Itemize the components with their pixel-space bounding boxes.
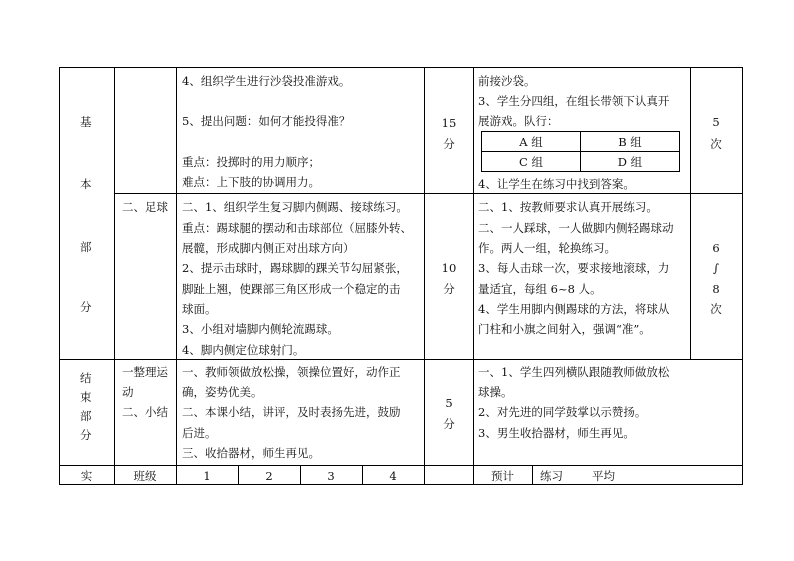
footer-practice: 练习 — [540, 469, 563, 483]
ending-content-line: 三、收拾器材，师生再见。 — [182, 446, 320, 460]
basic-side-char: 本 — [80, 177, 92, 191]
football-times-unit: 次 — [710, 302, 722, 316]
basic-side-char: 基 — [80, 115, 92, 129]
rule-section-1 — [114, 193, 742, 194]
football-content-line: 4、脚内侧定位球射门。 — [182, 343, 305, 357]
ending-item-line: 二、小结 — [122, 405, 168, 419]
ending-time-unit: 分 — [443, 417, 455, 431]
footer-class-label: 班级 — [133, 469, 157, 483]
basic-student-line: 前接沙袋。 — [478, 74, 536, 88]
group-cell: D 组 — [581, 152, 680, 172]
footer-side-label: 实 — [80, 469, 93, 483]
football-student-line: 作。两人一组，轮换练习。 — [478, 241, 616, 255]
football-content-line: 重点：踢球腿的摆动和击球部位（屈膝外转、 — [182, 221, 412, 235]
basic-student-line: 展游戏。队行： — [478, 114, 559, 128]
football-content-line: 2、提示击球时，踢球脚的踝关节勾屈紧张， — [182, 261, 408, 275]
ending-time-value: 5 — [445, 396, 453, 410]
ending-side-char: 束 — [80, 390, 92, 404]
basic-times-unit: 次 — [710, 137, 722, 151]
rule-top — [59, 67, 742, 68]
footer-number: 3 — [327, 469, 335, 483]
col-rule-2 — [176, 67, 177, 485]
ending-student-line: 2、对先进的同学鼓掌以示赞扬。 — [478, 405, 647, 419]
group-table — [481, 131, 680, 172]
basic-content-line: 难点：上下肢的协调用力。 — [182, 175, 320, 189]
football-student-line: 二、1、按教师要求认真开展练习。 — [478, 200, 658, 214]
ending-side-char: 部 — [80, 409, 92, 423]
football-student-line: 4、学生用脚内侧踢球的方法，将球从 — [478, 302, 670, 316]
group-cell: C 组 — [482, 152, 581, 172]
football-content-line: 球面。 — [182, 302, 217, 316]
football-student-line: 量适宜，每组 6~8 人。 — [478, 282, 602, 296]
footer-average: 平均 — [592, 469, 615, 483]
football-times-value: 8 — [712, 282, 720, 296]
col-rule-3 — [424, 67, 425, 485]
football-content-line: 3、小组对墙脚内侧轮流踢球。 — [182, 322, 339, 336]
basic-side-char: 分 — [80, 300, 92, 314]
basic-content-line: 重点：投掷时的用力顺序； — [182, 155, 320, 169]
ending-side-char: 结 — [80, 371, 92, 385]
footer-rule-d — [532, 465, 533, 485]
football-content-line: 脚趾上翘，使踝部三角区形成一个稳定的击 — [182, 282, 401, 296]
ending-content-line: 二、本课小结，讲评，及时表扬先进，鼓励 — [182, 405, 401, 419]
footer-estimate: 预计 — [491, 469, 514, 483]
basic-times-value: 5 — [712, 115, 720, 129]
group-cell: B 组 — [581, 132, 680, 152]
footer-number: 1 — [203, 469, 211, 483]
col-rule-5 — [690, 67, 691, 359]
rule-section-3 — [59, 465, 742, 466]
footer-number: 2 — [265, 469, 273, 483]
ending-item-line: 动 — [122, 385, 134, 399]
basic-content-line: 5、提出问题：如何才能投得准？ — [182, 114, 351, 128]
basic-content-line: 4、组织学生进行沙袋投准游戏。 — [182, 74, 351, 88]
col-rule-0 — [59, 67, 60, 485]
ending-side-char: 分 — [80, 428, 92, 442]
basic-student-line: 4、让学生在练习中找到答案。 — [478, 177, 635, 191]
football-student-line: 门柱和小旗之间射入，强调“准”。 — [478, 322, 651, 336]
col-rule-1 — [114, 67, 115, 485]
football-time-unit: 分 — [443, 282, 455, 296]
ending-student-line: 3、男生收拾器材，师生再见。 — [478, 426, 635, 440]
ending-content-line: 后进。 — [182, 426, 217, 440]
footer-number: 4 — [389, 469, 397, 483]
rule-section-2 — [59, 359, 742, 360]
ending-student-line: 球操。 — [478, 385, 513, 399]
ending-content-line: 确，姿势优美。 — [182, 385, 263, 399]
football-content-line: 二、1、组织学生复习脚内侧踢、接球练习。 — [182, 200, 408, 214]
ending-item-line: 一整理运 — [122, 365, 168, 379]
basic-time-unit: 分 — [443, 137, 455, 151]
football-times-range: ∫ — [713, 261, 719, 275]
football-item-label: 二、足球 — [122, 200, 168, 214]
football-times-value: 6 — [712, 241, 720, 255]
ending-content-line: 一、教师领做放松操，领操位置好，动作正 — [182, 365, 401, 379]
col-rule-6 — [742, 67, 743, 485]
football-student-line: 3、每人击球一次，要求接地滚球，力 — [478, 261, 670, 275]
football-time-value: 10 — [441, 261, 457, 275]
football-student-line: 二、一人踩球，一人做脚内侧轻踢球动 — [478, 221, 674, 235]
basic-student-line: 3、学生分四组，在组长带领下认真开 — [478, 94, 670, 108]
col-rule-4 — [473, 67, 474, 485]
rule-bottom — [59, 484, 742, 485]
basic-side-char: 部 — [80, 240, 92, 254]
group-cell: A 组 — [482, 132, 581, 152]
ending-student-line: 一、1、学生四列横队跟随教师做放松 — [478, 365, 670, 379]
football-content-line: 展髋，形成脚内侧正对出球方向） — [182, 241, 355, 255]
basic-time-value: 15 — [441, 116, 457, 130]
